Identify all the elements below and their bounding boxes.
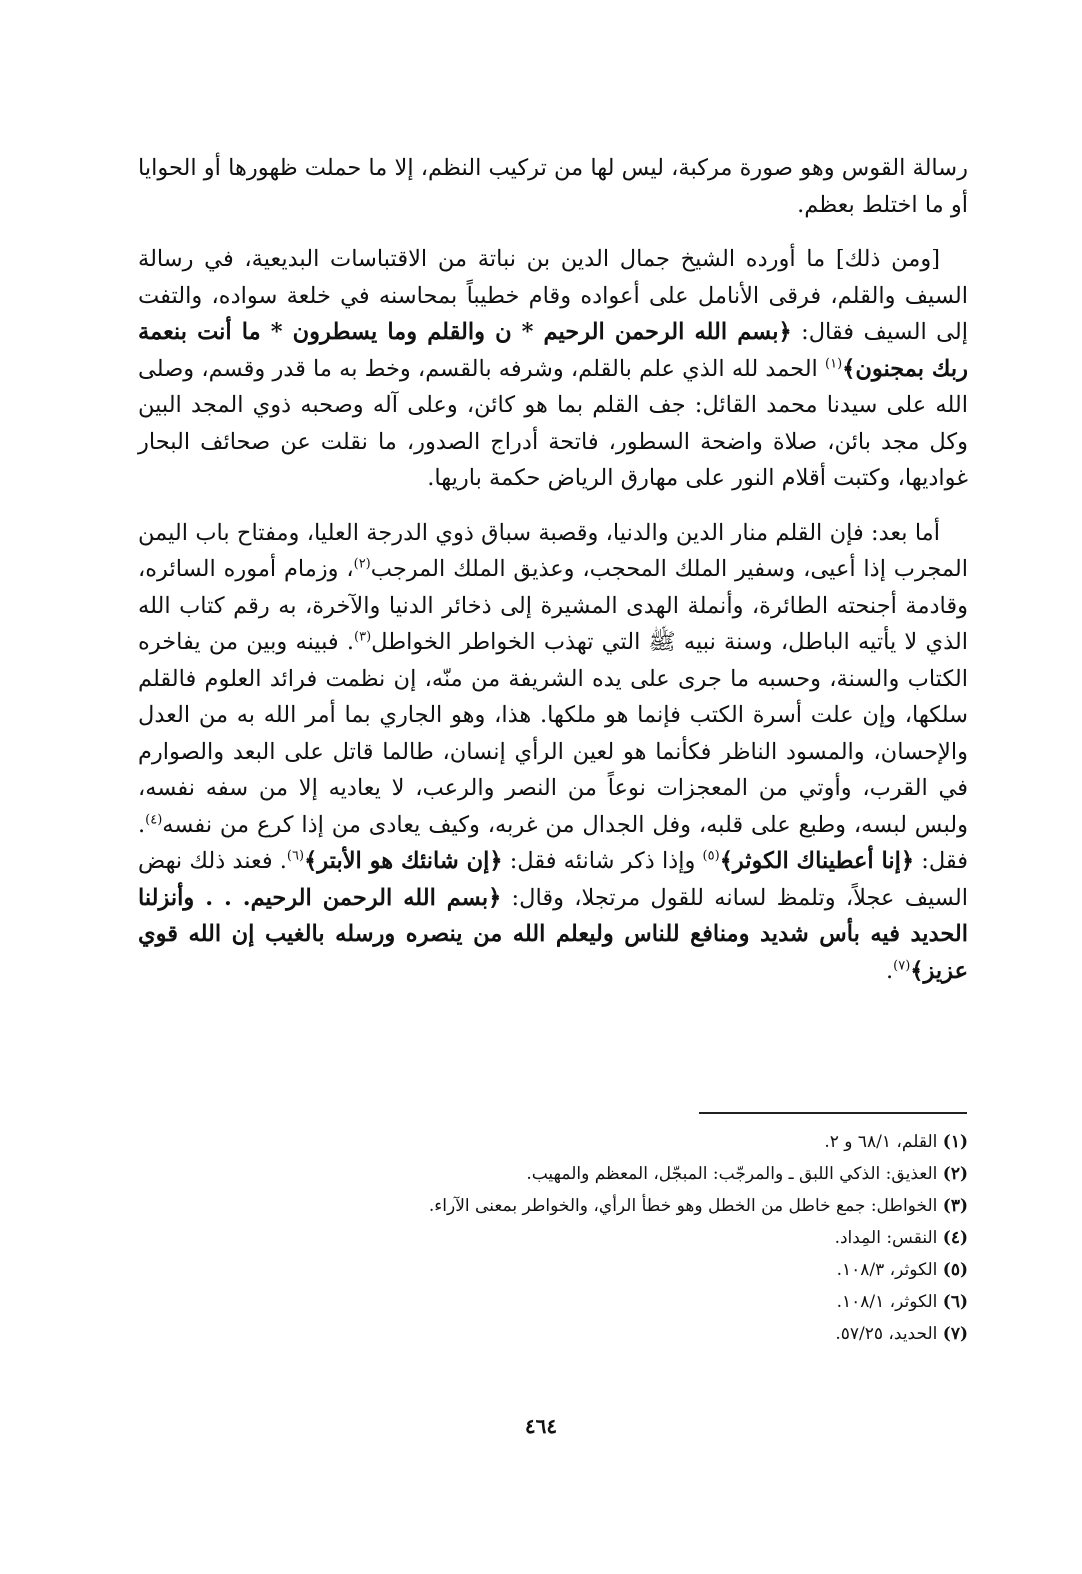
footnote-separator <box>699 1112 967 1114</box>
footnote-item <box>138 1126 968 1158</box>
footnote-item <box>138 1254 968 1286</box>
footnote-number: (٣) <box>942 1196 968 1216</box>
page-body <box>138 150 968 989</box>
paragraph-3 <box>138 515 968 990</box>
footnote-number: (٢) <box>942 1164 968 1184</box>
paragraph-3-text-3: . فبينه وبين من يفاخره الكتاب والسنة، وحسبه ما جرى على يده الشريفة من منّه، إن نظمت فرائد العلوم فالقلم سلكها، وإن علت أسرة الكتب فإنما هو ملكها. هذا، وهو الجاري بما أمر الله به من العدل والإحسان، والمسود الناظر فكأنما هو لعين الرأي إنسان، طالما قاتل على البعد والصوارم في القرب، وأوتي من المعجزات نوعاً من النصر والرعب، لا يعاديه إلا من سفه نفسه، ولبس لبسه، وطبع على قلبه، وفل الجدال من غربه، وكيف يعادى من إذا كرع من نفسه <box>138 629 968 838</box>
footnote-number: (٥) <box>942 1260 968 1280</box>
paragraph-gap <box>138 497 968 515</box>
paragraph-gap <box>138 223 968 241</box>
footnote-text: الكوثر، ١٠٨/١. <box>836 1292 938 1312</box>
footnote-item <box>138 1286 968 1318</box>
footnote-ref-7: (٧) <box>893 958 911 973</box>
footnote-text: القلم، ٦٨/١ و ٢. <box>824 1132 938 1152</box>
paragraph-2 <box>138 241 968 497</box>
paragraph-2-text-2: الحمد لله الذي علم بالقلم، وشرفه بالقسم، وخط به ما قدر وقسم، وصلى الله على سيدنا محمد القائل: جف القلم بما هو كائن، وعلى آله وصحبه ذوي المجد البين وكل مجد بائن، صلاة واضحة السطور، فاتحة أدراج الصدور، ما نقلت عن صحائف البحار غواديها، وكتبت أقلام النور على مهارق الرياض حكمة باريها. <box>138 355 968 491</box>
footnote-text: النقس: المِداد. <box>834 1228 938 1248</box>
footnote-text: الحديد، ٥٧/٢٥. <box>835 1324 938 1344</box>
footnote-text: العذيق: الذكي اللبق ـ والمرجّب: المبجّل، المعظم والمهيب. <box>526 1164 938 1184</box>
footnote-item <box>138 1190 968 1222</box>
paragraph-3-text-2: ، وزمام أموره السائره، وقادمة أجنحته الطائرة، وأنملة الهدى المشيرة إلى ذخائر الدنيا والآخرة، به رقم كتاب الله الذي لا يأتيه الباطل، وسنة نبيه ﷺ التي تهذب الخواطر الخواطل <box>138 556 968 655</box>
footnote-number: (٧) <box>942 1324 968 1344</box>
footnotes-list <box>138 1126 968 1350</box>
footnote-number: (١) <box>942 1132 968 1152</box>
paragraph-1 <box>138 150 968 223</box>
quran-quote: ﴿إنا أعطيناك الكوثر﴾ <box>719 848 915 874</box>
footnote-number: (٤) <box>942 1228 968 1248</box>
footnote-ref-4: (٤) <box>145 812 163 827</box>
quran-quote: ﴿بسم الله الرحمن الرحيم * ن والقلم وما يسطرون * ما أنت بنعمة ربك بمجنون﴾ <box>138 319 968 382</box>
quran-quote: ﴿بسم الله الرحمن الرحيم. . . وأنزلنا الحديد فيه بأس شديد ومنافع للناس وليعلم الله من ينصره ورسله بالغيب إن الله قوي عزيز﴾ <box>138 884 968 984</box>
page-number: ٤٦٤ <box>524 1414 558 1438</box>
paragraph-2-text-1: [ومن ذلك] ما أورده الشيخ جمال الدين بن نباتة من الاقتباسات البديعية، في رسالة السيف والقلم، فرقى الأنامل على أعواده وقام خطيباً بمحاسنه في خلعة سواده، والتفت إلى السيف فقال: <box>138 246 968 345</box>
paragraph-1-text: رسالة القوس وهو صورة مركبة، ليس لها من تركيب النظم، إلا ما حملت ظهورها أو الحوايا أو ما اختلط بعظم. <box>138 155 968 218</box>
paragraph-3-text-4: . فقل: <box>138 811 969 874</box>
paragraph-3-text-6: . فعند ذلك نهض السيف عجلاً، وتلمظ لسانه للقول مرتجلا، وقال: <box>138 848 968 911</box>
footnote-text: الكوثر، ١٠٨/٣. <box>836 1260 938 1280</box>
paragraph-3-text-1: أما بعد: فإن القلم منار الدين والدنيا، وقصبة سباق ذوي الدرجة العليا، ومفتاح باب اليمن المجرب إذا أعيى، وسفير الملك المحجب، وعذيق الملك المرجب <box>138 519 968 582</box>
footnote-ref-2: (٢) <box>353 556 371 572</box>
footnote-text: الخواطل: جمع خاطل من الخطل وهو خطأ الرأي، والخواطر بمعنى الآراء. <box>428 1196 938 1216</box>
footnote-ref-6: (٦) <box>286 848 305 864</box>
footnote-item <box>138 1318 968 1350</box>
quran-quote: ﴿إن شانئك هو الأبتر﴾ <box>304 848 503 874</box>
footnote-item <box>138 1158 968 1190</box>
footnote-number: (٦) <box>942 1292 968 1312</box>
paragraph-3-text-7: . <box>886 957 894 984</box>
footnote-ref-3: (٣) <box>354 629 372 645</box>
footnote-ref-1: (١) <box>825 356 843 371</box>
footnote-item <box>138 1222 968 1254</box>
paragraph-3-text-5: وإذا ذكر شانئه فقل: <box>509 848 696 874</box>
footnote-ref-5: (٥) <box>702 848 720 864</box>
